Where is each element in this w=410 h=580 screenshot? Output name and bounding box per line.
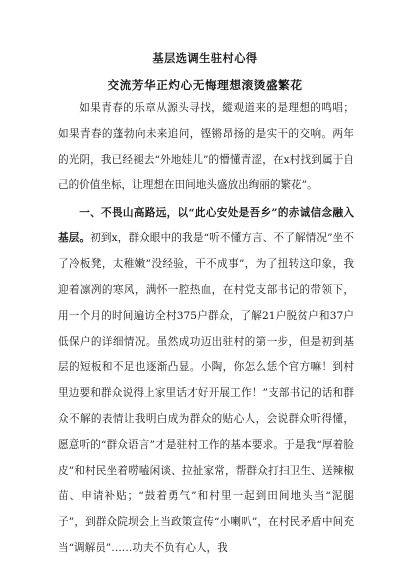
document-body bbox=[58, 96, 354, 562]
section-1-paragraph bbox=[58, 201, 354, 562]
section-1-body: 初到x，群众眼中的我是“听不懂方言、不了解情况”坐不了冷板凳，太稚嫩”没经验，干不成事”，为了扭转这印象，我迎着凛冽的寒风，满怀一腔热血，在村党支部书记的带领下，用一个月的时间遍访全村375户群众，了解21户脱贫户和37户低保户的详细情况。虽然成功迈出驻村的第一步，但是初到基层的短板和不足也逐渐凸显。小陶，你怎么恁个官方嘛！到村里边要和群众说得上家里话才好开展工作！”支部书记的话和群众不解的表情让我明白成为群众的贴心人，会说群众听得懂，愿意听的“群众语言”才是驻村工作的基本要求。于是我“厚着脸皮”和村民坐着唠嗑闲谈、拉扯家常，帮群众打扫卫生、送辣椒苗、申请补贴；“鼓着勇气”和村里一起到田间地头当“泥腿子”，到群众院坝会上当政策宣传“小喇叭”，在村民矛盾中间充当“调解员”……功夫不负有心人，我 bbox=[58, 232, 354, 555]
section-1-heading: 一、不畏山高路远，以“此心安处是吾乡”的赤诚信念融入基层。 bbox=[58, 206, 354, 245]
intro-paragraph: 如果青春的乐章从源头寻找，縱观道来的是理想的鸣唱；如果青春的蓬勃向未来追问，铿锵昂扬的是实干的交响。两年的光阴，我已经褪去“外地娃儿”的懵懂青涩，在x村找到属于自己的价值坐标，让理想在田间地头盛放出绚丽的繁花”。 bbox=[58, 102, 354, 192]
document-title: 基层选调生驻村心得 bbox=[152, 51, 258, 65]
document-subtitle: 交流芳华正灼心无悔理想滚烫盛繁花 bbox=[107, 78, 303, 92]
